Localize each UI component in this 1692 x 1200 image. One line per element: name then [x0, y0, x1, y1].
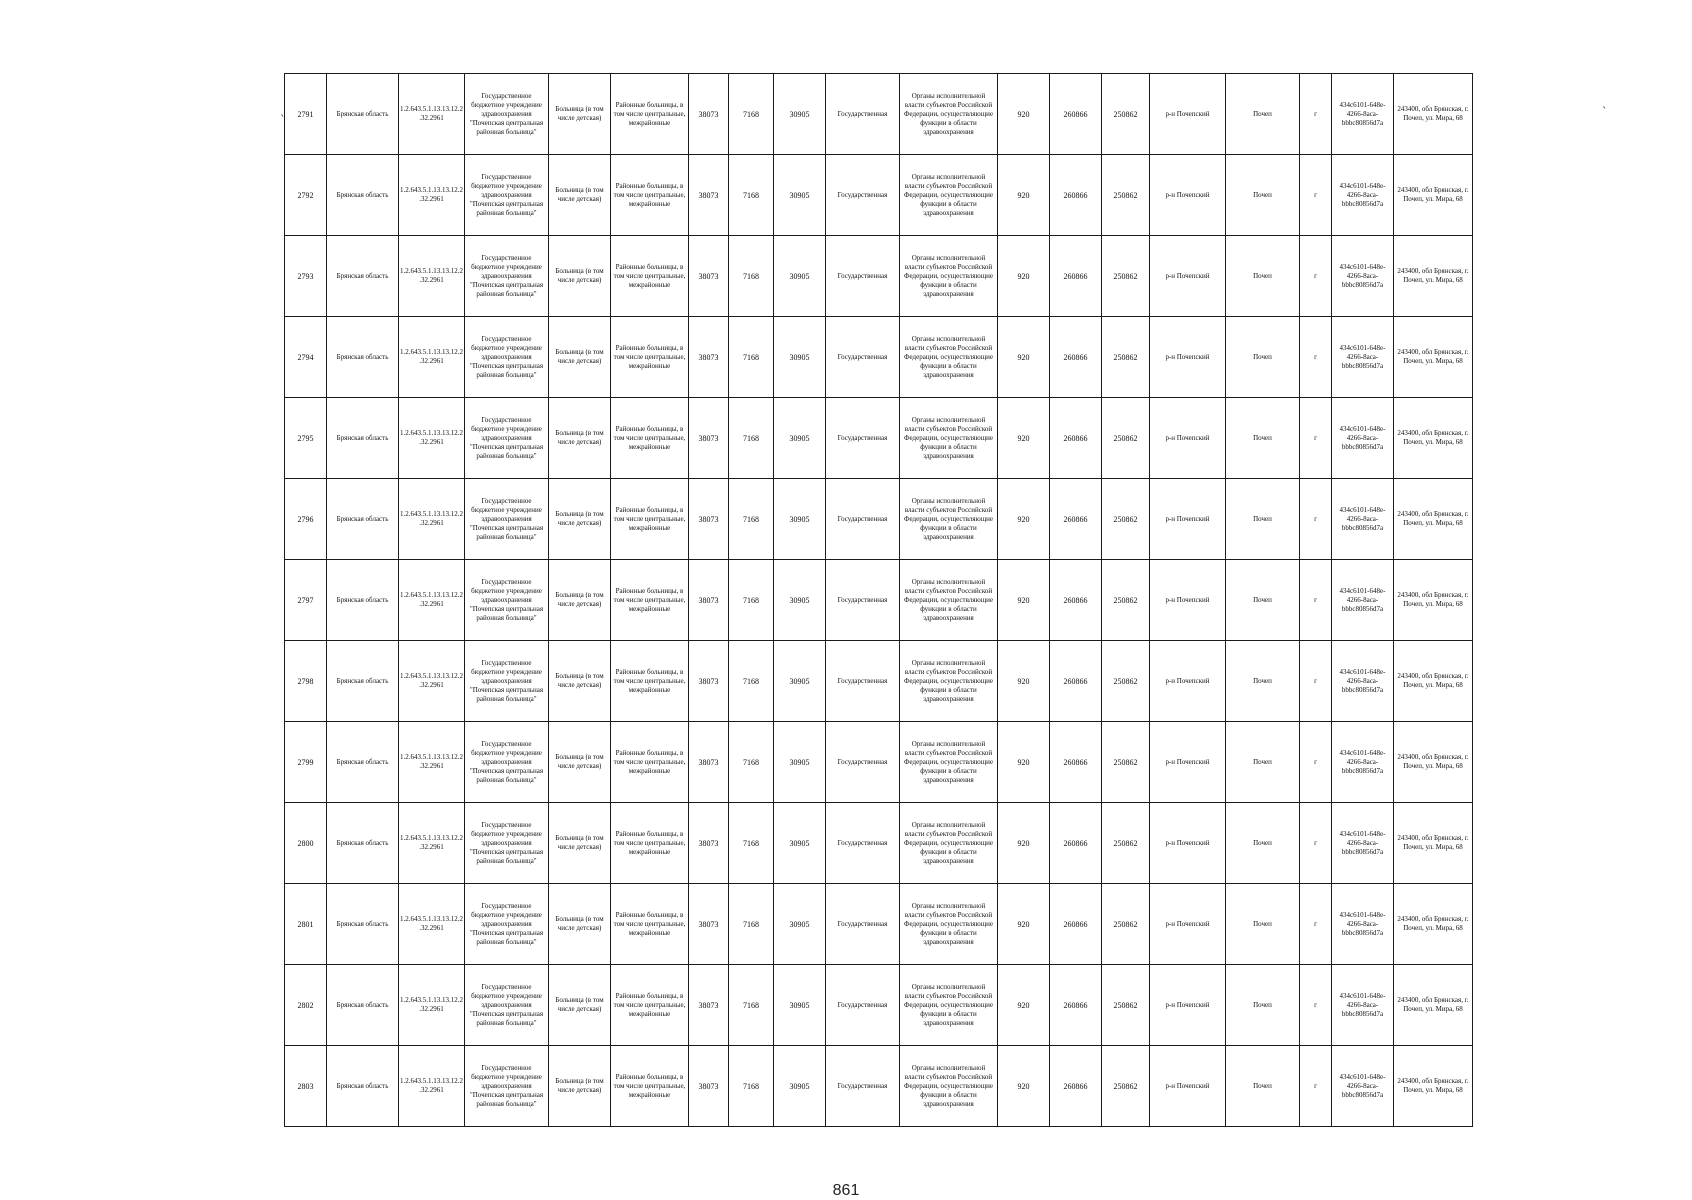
id-cell-4: 920	[998, 479, 1050, 560]
organization-name-cell: Государственное бюджетное учреждение здравоохранения "Почепская центральная районная больница"	[465, 155, 549, 236]
id-cell-5: 260866	[1050, 965, 1102, 1046]
table-row	[285, 884, 1473, 965]
organization-type-cell: Больница (в том числе детская)	[549, 884, 611, 965]
settlement-type-cell: г	[1300, 317, 1332, 398]
id-cell-2: 7168	[729, 317, 774, 398]
authority-cell: Органы исполнительной власти субъектов Российской Федерации, осуществляющие функции в области здравоохранения	[900, 641, 998, 722]
ownership-cell: Государственная	[826, 74, 900, 155]
id-cell-6: 250862	[1102, 479, 1150, 560]
authority-cell: Органы исполнительной власти субъектов Российской Федерации, осуществляющие функции в области здравоохранения	[900, 1046, 998, 1127]
id-cell-1: 38073	[689, 884, 729, 965]
settlement-type-cell: г	[1300, 722, 1332, 803]
organization-name-cell: Государственное бюджетное учреждение здравоохранения "Почепская центральная районная больница"	[465, 722, 549, 803]
organization-type-cell: Больница (в том числе детская)	[549, 560, 611, 641]
category-cell: Районные больницы, в том числе центральные, межрайонные	[611, 236, 689, 317]
city-cell: Почеп	[1226, 1046, 1300, 1127]
scan-mark: `	[1602, 105, 1608, 118]
address-cell: 243400, обл Брянская, г. Почеп, ул. Мира, 68	[1394, 155, 1473, 236]
id-cell-6: 250862	[1102, 317, 1150, 398]
ownership-cell: Государственная	[826, 803, 900, 884]
district-cell: р-н Почепский	[1150, 722, 1226, 803]
organization-type-cell: Больница (в том числе детская)	[549, 479, 611, 560]
id-cell-5: 260866	[1050, 74, 1102, 155]
region-cell: Брянская область	[327, 803, 399, 884]
id-cell-6: 250862	[1102, 722, 1150, 803]
ownership-cell: Государственная	[826, 479, 900, 560]
region-cell: Брянская область	[327, 641, 399, 722]
authority-cell: Органы исполнительной власти субъектов Российской Федерации, осуществляющие функции в области здравоохранения	[900, 155, 998, 236]
row-number-cell: 2796	[285, 479, 327, 560]
guid-cell: 434c6101-648e-4266-8aca-bbbc80856d7a	[1332, 236, 1394, 317]
oid-code-cell: 1.2.643.5.1.13.13.12.2.32.2961	[399, 884, 465, 965]
city-cell: Почеп	[1226, 965, 1300, 1046]
ownership-cell: Государственная	[826, 398, 900, 479]
row-number-cell: 2799	[285, 722, 327, 803]
settlement-type-cell: г	[1300, 479, 1332, 560]
city-cell: Почеп	[1226, 398, 1300, 479]
table-row	[285, 803, 1473, 884]
row-number-cell: 2802	[285, 965, 327, 1046]
id-cell-6: 250862	[1102, 236, 1150, 317]
organization-name-cell: Государственное бюджетное учреждение здравоохранения "Почепская центральная районная больница"	[465, 560, 549, 641]
id-cell-6: 250862	[1102, 155, 1150, 236]
organization-name-cell: Государственное бюджетное учреждение здравоохранения "Почепская центральная районная больница"	[465, 479, 549, 560]
id-cell-5: 260866	[1050, 641, 1102, 722]
table-row	[285, 965, 1473, 1046]
organization-name-cell: Государственное бюджетное учреждение здравоохранения "Почепская центральная районная больница"	[465, 236, 549, 317]
oid-code-cell: 1.2.643.5.1.13.13.12.2.32.2961	[399, 803, 465, 884]
ownership-cell: Государственная	[826, 884, 900, 965]
district-cell: р-н Почепский	[1150, 641, 1226, 722]
address-cell: 243400, обл Брянская, г. Почеп, ул. Мира, 68	[1394, 236, 1473, 317]
id-cell-1: 38073	[689, 803, 729, 884]
guid-cell: 434c6101-648e-4266-8aca-bbbc80856d7a	[1332, 479, 1394, 560]
id-cell-6: 250862	[1102, 1046, 1150, 1127]
organization-type-cell: Больница (в том числе детская)	[549, 722, 611, 803]
city-cell: Почеп	[1226, 155, 1300, 236]
id-cell-5: 260866	[1050, 317, 1102, 398]
region-cell: Брянская область	[327, 74, 399, 155]
city-cell: Почеп	[1226, 74, 1300, 155]
authority-cell: Органы исполнительной власти субъектов Российской Федерации, осуществляющие функции в области здравоохранения	[900, 236, 998, 317]
oid-code-cell: 1.2.643.5.1.13.13.12.2.32.2961	[399, 560, 465, 641]
id-cell-5: 260866	[1050, 398, 1102, 479]
district-cell: р-н Почепский	[1150, 398, 1226, 479]
row-number-cell: 2800	[285, 803, 327, 884]
id-cell-1: 38073	[689, 236, 729, 317]
row-number-cell: 2801	[285, 884, 327, 965]
category-cell: Районные больницы, в том числе центральные, межрайонные	[611, 155, 689, 236]
id-cell-2: 7168	[729, 155, 774, 236]
region-cell: Брянская область	[327, 884, 399, 965]
category-cell: Районные больницы, в том числе центральные, межрайонные	[611, 884, 689, 965]
category-cell: Районные больницы, в том числе центральные, межрайонные	[611, 1046, 689, 1127]
id-cell-3: 30905	[774, 803, 826, 884]
guid-cell: 434c6101-648e-4266-8aca-bbbc80856d7a	[1332, 317, 1394, 398]
guid-cell: 434c6101-648e-4266-8aca-bbbc80856d7a	[1332, 155, 1394, 236]
district-cell: р-н Почепский	[1150, 236, 1226, 317]
id-cell-2: 7168	[729, 722, 774, 803]
oid-code-cell: 1.2.643.5.1.13.13.12.2.32.2961	[399, 1046, 465, 1127]
id-cell-6: 250862	[1102, 74, 1150, 155]
district-cell: р-н Почепский	[1150, 317, 1226, 398]
address-cell: 243400, обл Брянская, г. Почеп, ул. Мира, 68	[1394, 74, 1473, 155]
table-row	[285, 236, 1473, 317]
row-number-cell: 2797	[285, 560, 327, 641]
id-cell-1: 38073	[689, 560, 729, 641]
oid-code-cell: 1.2.643.5.1.13.13.12.2.32.2961	[399, 641, 465, 722]
id-cell-3: 30905	[774, 317, 826, 398]
settlement-type-cell: г	[1300, 1046, 1332, 1127]
ownership-cell: Государственная	[826, 722, 900, 803]
id-cell-2: 7168	[729, 803, 774, 884]
id-cell-6: 250862	[1102, 560, 1150, 641]
organization-type-cell: Больница (в том числе детская)	[549, 74, 611, 155]
id-cell-2: 7168	[729, 74, 774, 155]
guid-cell: 434c6101-648e-4266-8aca-bbbc80856d7a	[1332, 803, 1394, 884]
row-number-cell: 2791	[285, 74, 327, 155]
id-cell-5: 260866	[1050, 236, 1102, 317]
id-cell-4: 920	[998, 398, 1050, 479]
id-cell-2: 7168	[729, 398, 774, 479]
table-row	[285, 1046, 1473, 1127]
table-row	[285, 74, 1473, 155]
category-cell: Районные больницы, в том числе центральные, межрайонные	[611, 965, 689, 1046]
category-cell: Районные больницы, в том числе центральные, межрайонные	[611, 317, 689, 398]
district-cell: р-н Почепский	[1150, 803, 1226, 884]
organization-name-cell: Государственное бюджетное учреждение здравоохранения "Почепская центральная районная больница"	[465, 803, 549, 884]
district-cell: р-н Почепский	[1150, 560, 1226, 641]
id-cell-3: 30905	[774, 236, 826, 317]
id-cell-3: 30905	[774, 722, 826, 803]
ownership-cell: Государственная	[826, 641, 900, 722]
oid-code-cell: 1.2.643.5.1.13.13.12.2.32.2961	[399, 155, 465, 236]
region-cell: Брянская область	[327, 1046, 399, 1127]
ownership-cell: Государственная	[826, 317, 900, 398]
organization-name-cell: Государственное бюджетное учреждение здравоохранения "Почепская центральная районная больница"	[465, 965, 549, 1046]
page-number: 861	[832, 1182, 860, 1199]
id-cell-1: 38073	[689, 479, 729, 560]
address-cell: 243400, обл Брянская, г. Почеп, ул. Мира, 68	[1394, 641, 1473, 722]
region-cell: Брянская область	[327, 560, 399, 641]
region-cell: Брянская область	[327, 965, 399, 1046]
guid-cell: 434c6101-648e-4266-8aca-bbbc80856d7a	[1332, 641, 1394, 722]
guid-cell: 434c6101-648e-4266-8aca-bbbc80856d7a	[1332, 965, 1394, 1046]
id-cell-3: 30905	[774, 155, 826, 236]
region-cell: Брянская область	[327, 479, 399, 560]
id-cell-4: 920	[998, 884, 1050, 965]
id-cell-3: 30905	[774, 965, 826, 1046]
organization-name-cell: Государственное бюджетное учреждение здравоохранения "Почепская центральная районная больница"	[465, 641, 549, 722]
id-cell-2: 7168	[729, 965, 774, 1046]
id-cell-5: 260866	[1050, 560, 1102, 641]
settlement-type-cell: г	[1300, 398, 1332, 479]
id-cell-4: 920	[998, 1046, 1050, 1127]
district-cell: р-н Почепский	[1150, 479, 1226, 560]
category-cell: Районные больницы, в том числе центральные, межрайонные	[611, 803, 689, 884]
table-row	[285, 641, 1473, 722]
guid-cell: 434c6101-648e-4266-8aca-bbbc80856d7a	[1332, 722, 1394, 803]
organization-type-cell: Больница (в том числе детская)	[549, 641, 611, 722]
id-cell-6: 250862	[1102, 884, 1150, 965]
id-cell-5: 260866	[1050, 1046, 1102, 1127]
id-cell-4: 920	[998, 641, 1050, 722]
id-cell-3: 30905	[774, 479, 826, 560]
id-cell-3: 30905	[774, 398, 826, 479]
organization-name-cell: Государственное бюджетное учреждение здравоохранения "Почепская центральная районная больница"	[465, 884, 549, 965]
organization-name-cell: Государственное бюджетное учреждение здравоохранения "Почепская центральная районная больница"	[465, 1046, 549, 1127]
settlement-type-cell: г	[1300, 236, 1332, 317]
table-body	[285, 74, 1473, 1127]
region-cell: Брянская область	[327, 722, 399, 803]
district-cell: р-н Почепский	[1150, 884, 1226, 965]
id-cell-5: 260866	[1050, 884, 1102, 965]
address-cell: 243400, обл Брянская, г. Почеп, ул. Мира, 68	[1394, 722, 1473, 803]
authority-cell: Органы исполнительной власти субъектов Российской Федерации, осуществляющие функции в области здравоохранения	[900, 803, 998, 884]
settlement-type-cell: г	[1300, 641, 1332, 722]
id-cell-5: 260866	[1050, 479, 1102, 560]
authority-cell: Органы исполнительной власти субъектов Российской Федерации, осуществляющие функции в области здравоохранения	[900, 884, 998, 965]
id-cell-1: 38073	[689, 74, 729, 155]
authority-cell: Органы исполнительной власти субъектов Российской Федерации, осуществляющие функции в области здравоохранения	[900, 560, 998, 641]
guid-cell: 434c6101-648e-4266-8aca-bbbc80856d7a	[1332, 398, 1394, 479]
district-cell: р-н Почепский	[1150, 155, 1226, 236]
settlement-type-cell: г	[1300, 803, 1332, 884]
table-row	[285, 560, 1473, 641]
organization-type-cell: Больница (в том числе детская)	[549, 155, 611, 236]
row-number-cell: 2798	[285, 641, 327, 722]
id-cell-2: 7168	[729, 236, 774, 317]
id-cell-1: 38073	[689, 641, 729, 722]
region-cell: Брянская область	[327, 236, 399, 317]
oid-code-cell: 1.2.643.5.1.13.13.12.2.32.2961	[399, 722, 465, 803]
oid-code-cell: 1.2.643.5.1.13.13.12.2.32.2961	[399, 398, 465, 479]
id-cell-1: 38073	[689, 1046, 729, 1127]
id-cell-5: 260866	[1050, 722, 1102, 803]
authority-cell: Органы исполнительной власти субъектов Российской Федерации, осуществляющие функции в области здравоохранения	[900, 722, 998, 803]
city-cell: Почеп	[1226, 236, 1300, 317]
id-cell-1: 38073	[689, 965, 729, 1046]
id-cell-2: 7168	[729, 884, 774, 965]
address-cell: 243400, обл Брянская, г. Почеп, ул. Мира, 68	[1394, 884, 1473, 965]
city-cell: Почеп	[1226, 317, 1300, 398]
category-cell: Районные больницы, в том числе центральные, межрайонные	[611, 641, 689, 722]
region-cell: Брянская область	[327, 317, 399, 398]
city-cell: Почеп	[1226, 803, 1300, 884]
organization-name-cell: Государственное бюджетное учреждение здравоохранения "Почепская центральная районная больница"	[465, 74, 549, 155]
oid-code-cell: 1.2.643.5.1.13.13.12.2.32.2961	[399, 479, 465, 560]
city-cell: Почеп	[1226, 722, 1300, 803]
settlement-type-cell: г	[1300, 155, 1332, 236]
row-number-cell: 2794	[285, 317, 327, 398]
city-cell: Почеп	[1226, 560, 1300, 641]
table-row	[285, 398, 1473, 479]
table-row	[285, 317, 1473, 398]
settlement-type-cell: г	[1300, 965, 1332, 1046]
category-cell: Районные больницы, в том числе центральные, межрайонные	[611, 398, 689, 479]
authority-cell: Органы исполнительной власти субъектов Российской Федерации, осуществляющие функции в области здравоохранения	[900, 317, 998, 398]
guid-cell: 434c6101-648e-4266-8aca-bbbc80856d7a	[1332, 884, 1394, 965]
row-number-cell: 2792	[285, 155, 327, 236]
address-cell: 243400, обл Брянская, г. Почеп, ул. Мира, 68	[1394, 965, 1473, 1046]
organization-name-cell: Государственное бюджетное учреждение здравоохранения "Почепская центральная районная больница"	[465, 398, 549, 479]
address-cell: 243400, обл Брянская, г. Почеп, ул. Мира, 68	[1394, 317, 1473, 398]
address-cell: 243400, обл Брянская, г. Почеп, ул. Мира, 68	[1394, 1046, 1473, 1127]
id-cell-3: 30905	[774, 74, 826, 155]
district-cell: р-н Почепский	[1150, 965, 1226, 1046]
organization-type-cell: Больница (в том числе детская)	[549, 1046, 611, 1127]
organization-type-cell: Больница (в том числе детская)	[549, 965, 611, 1046]
row-number-cell: 2795	[285, 398, 327, 479]
id-cell-6: 250862	[1102, 398, 1150, 479]
district-cell: р-н Почепский	[1150, 74, 1226, 155]
id-cell-2: 7168	[729, 560, 774, 641]
settlement-type-cell: г	[1300, 884, 1332, 965]
category-cell: Районные больницы, в том числе центральные, межрайонные	[611, 722, 689, 803]
category-cell: Районные больницы, в том числе центральные, межрайонные	[611, 74, 689, 155]
region-cell: Брянская область	[327, 398, 399, 479]
ownership-cell: Государственная	[826, 1046, 900, 1127]
region-cell: Брянская область	[327, 155, 399, 236]
id-cell-3: 30905	[774, 1046, 826, 1127]
scan-mark: `	[280, 113, 286, 126]
table-row	[285, 479, 1473, 560]
organization-type-cell: Больница (в том числе детская)	[549, 803, 611, 884]
oid-code-cell: 1.2.643.5.1.13.13.12.2.32.2961	[399, 236, 465, 317]
organization-name-cell: Государственное бюджетное учреждение здравоохранения "Почепская центральная районная больница"	[465, 317, 549, 398]
id-cell-4: 920	[998, 317, 1050, 398]
id-cell-6: 250862	[1102, 965, 1150, 1046]
row-number-cell: 2803	[285, 1046, 327, 1127]
guid-cell: 434c6101-648e-4266-8aca-bbbc80856d7a	[1332, 1046, 1394, 1127]
ownership-cell: Государственная	[826, 560, 900, 641]
id-cell-4: 920	[998, 236, 1050, 317]
id-cell-6: 250862	[1102, 641, 1150, 722]
address-cell: 243400, обл Брянская, г. Почеп, ул. Мира, 68	[1394, 560, 1473, 641]
address-cell: 243400, обл Брянская, г. Почеп, ул. Мира, 68	[1394, 398, 1473, 479]
ownership-cell: Государственная	[826, 965, 900, 1046]
authority-cell: Органы исполнительной власти субъектов Российской Федерации, осуществляющие функции в области здравоохранения	[900, 479, 998, 560]
id-cell-4: 920	[998, 560, 1050, 641]
settlement-type-cell: г	[1300, 74, 1332, 155]
row-number-cell: 2793	[285, 236, 327, 317]
id-cell-1: 38073	[689, 317, 729, 398]
table-row	[285, 722, 1473, 803]
id-cell-4: 920	[998, 74, 1050, 155]
guid-cell: 434c6101-648e-4266-8aca-bbbc80856d7a	[1332, 74, 1394, 155]
table-row	[285, 155, 1473, 236]
id-cell-5: 260866	[1050, 155, 1102, 236]
id-cell-5: 260866	[1050, 803, 1102, 884]
city-cell: Почеп	[1226, 884, 1300, 965]
oid-code-cell: 1.2.643.5.1.13.13.12.2.32.2961	[399, 965, 465, 1046]
oid-code-cell: 1.2.643.5.1.13.13.12.2.32.2961	[399, 74, 465, 155]
authority-cell: Органы исполнительной власти субъектов Российской Федерации, осуществляющие функции в области здравоохранения	[900, 965, 998, 1046]
id-cell-2: 7168	[729, 641, 774, 722]
address-cell: 243400, обл Брянская, г. Почеп, ул. Мира, 68	[1394, 803, 1473, 884]
id-cell-4: 920	[998, 803, 1050, 884]
city-cell: Почеп	[1226, 479, 1300, 560]
id-cell-1: 38073	[689, 155, 729, 236]
district-cell: р-н Почепский	[1150, 1046, 1226, 1127]
id-cell-2: 7168	[729, 1046, 774, 1127]
ownership-cell: Государственная	[826, 155, 900, 236]
id-cell-3: 30905	[774, 884, 826, 965]
organization-type-cell: Больница (в том числе детская)	[549, 317, 611, 398]
organization-type-cell: Больница (в том числе детская)	[549, 398, 611, 479]
id-cell-4: 920	[998, 155, 1050, 236]
guid-cell: 434c6101-648e-4266-8aca-bbbc80856d7a	[1332, 560, 1394, 641]
id-cell-3: 30905	[774, 641, 826, 722]
oid-code-cell: 1.2.643.5.1.13.13.12.2.32.2961	[399, 317, 465, 398]
organization-type-cell: Больница (в том числе детская)	[549, 236, 611, 317]
id-cell-2: 7168	[729, 479, 774, 560]
registry-table	[284, 73, 1473, 1127]
authority-cell: Органы исполнительной власти субъектов Российской Федерации, осуществляющие функции в области здравоохранения	[900, 398, 998, 479]
category-cell: Районные больницы, в том числе центральные, межрайонные	[611, 560, 689, 641]
address-cell: 243400, обл Брянская, г. Почеп, ул. Мира, 68	[1394, 479, 1473, 560]
id-cell-1: 38073	[689, 722, 729, 803]
settlement-type-cell: г	[1300, 560, 1332, 641]
id-cell-1: 38073	[689, 398, 729, 479]
authority-cell: Органы исполнительной власти субъектов Российской Федерации, осуществляющие функции в области здравоохранения	[900, 74, 998, 155]
id-cell-6: 250862	[1102, 803, 1150, 884]
id-cell-3: 30905	[774, 560, 826, 641]
id-cell-4: 920	[998, 722, 1050, 803]
ownership-cell: Государственная	[826, 236, 900, 317]
id-cell-4: 920	[998, 965, 1050, 1046]
category-cell: Районные больницы, в том числе центральные, межрайонные	[611, 479, 689, 560]
city-cell: Почеп	[1226, 641, 1300, 722]
